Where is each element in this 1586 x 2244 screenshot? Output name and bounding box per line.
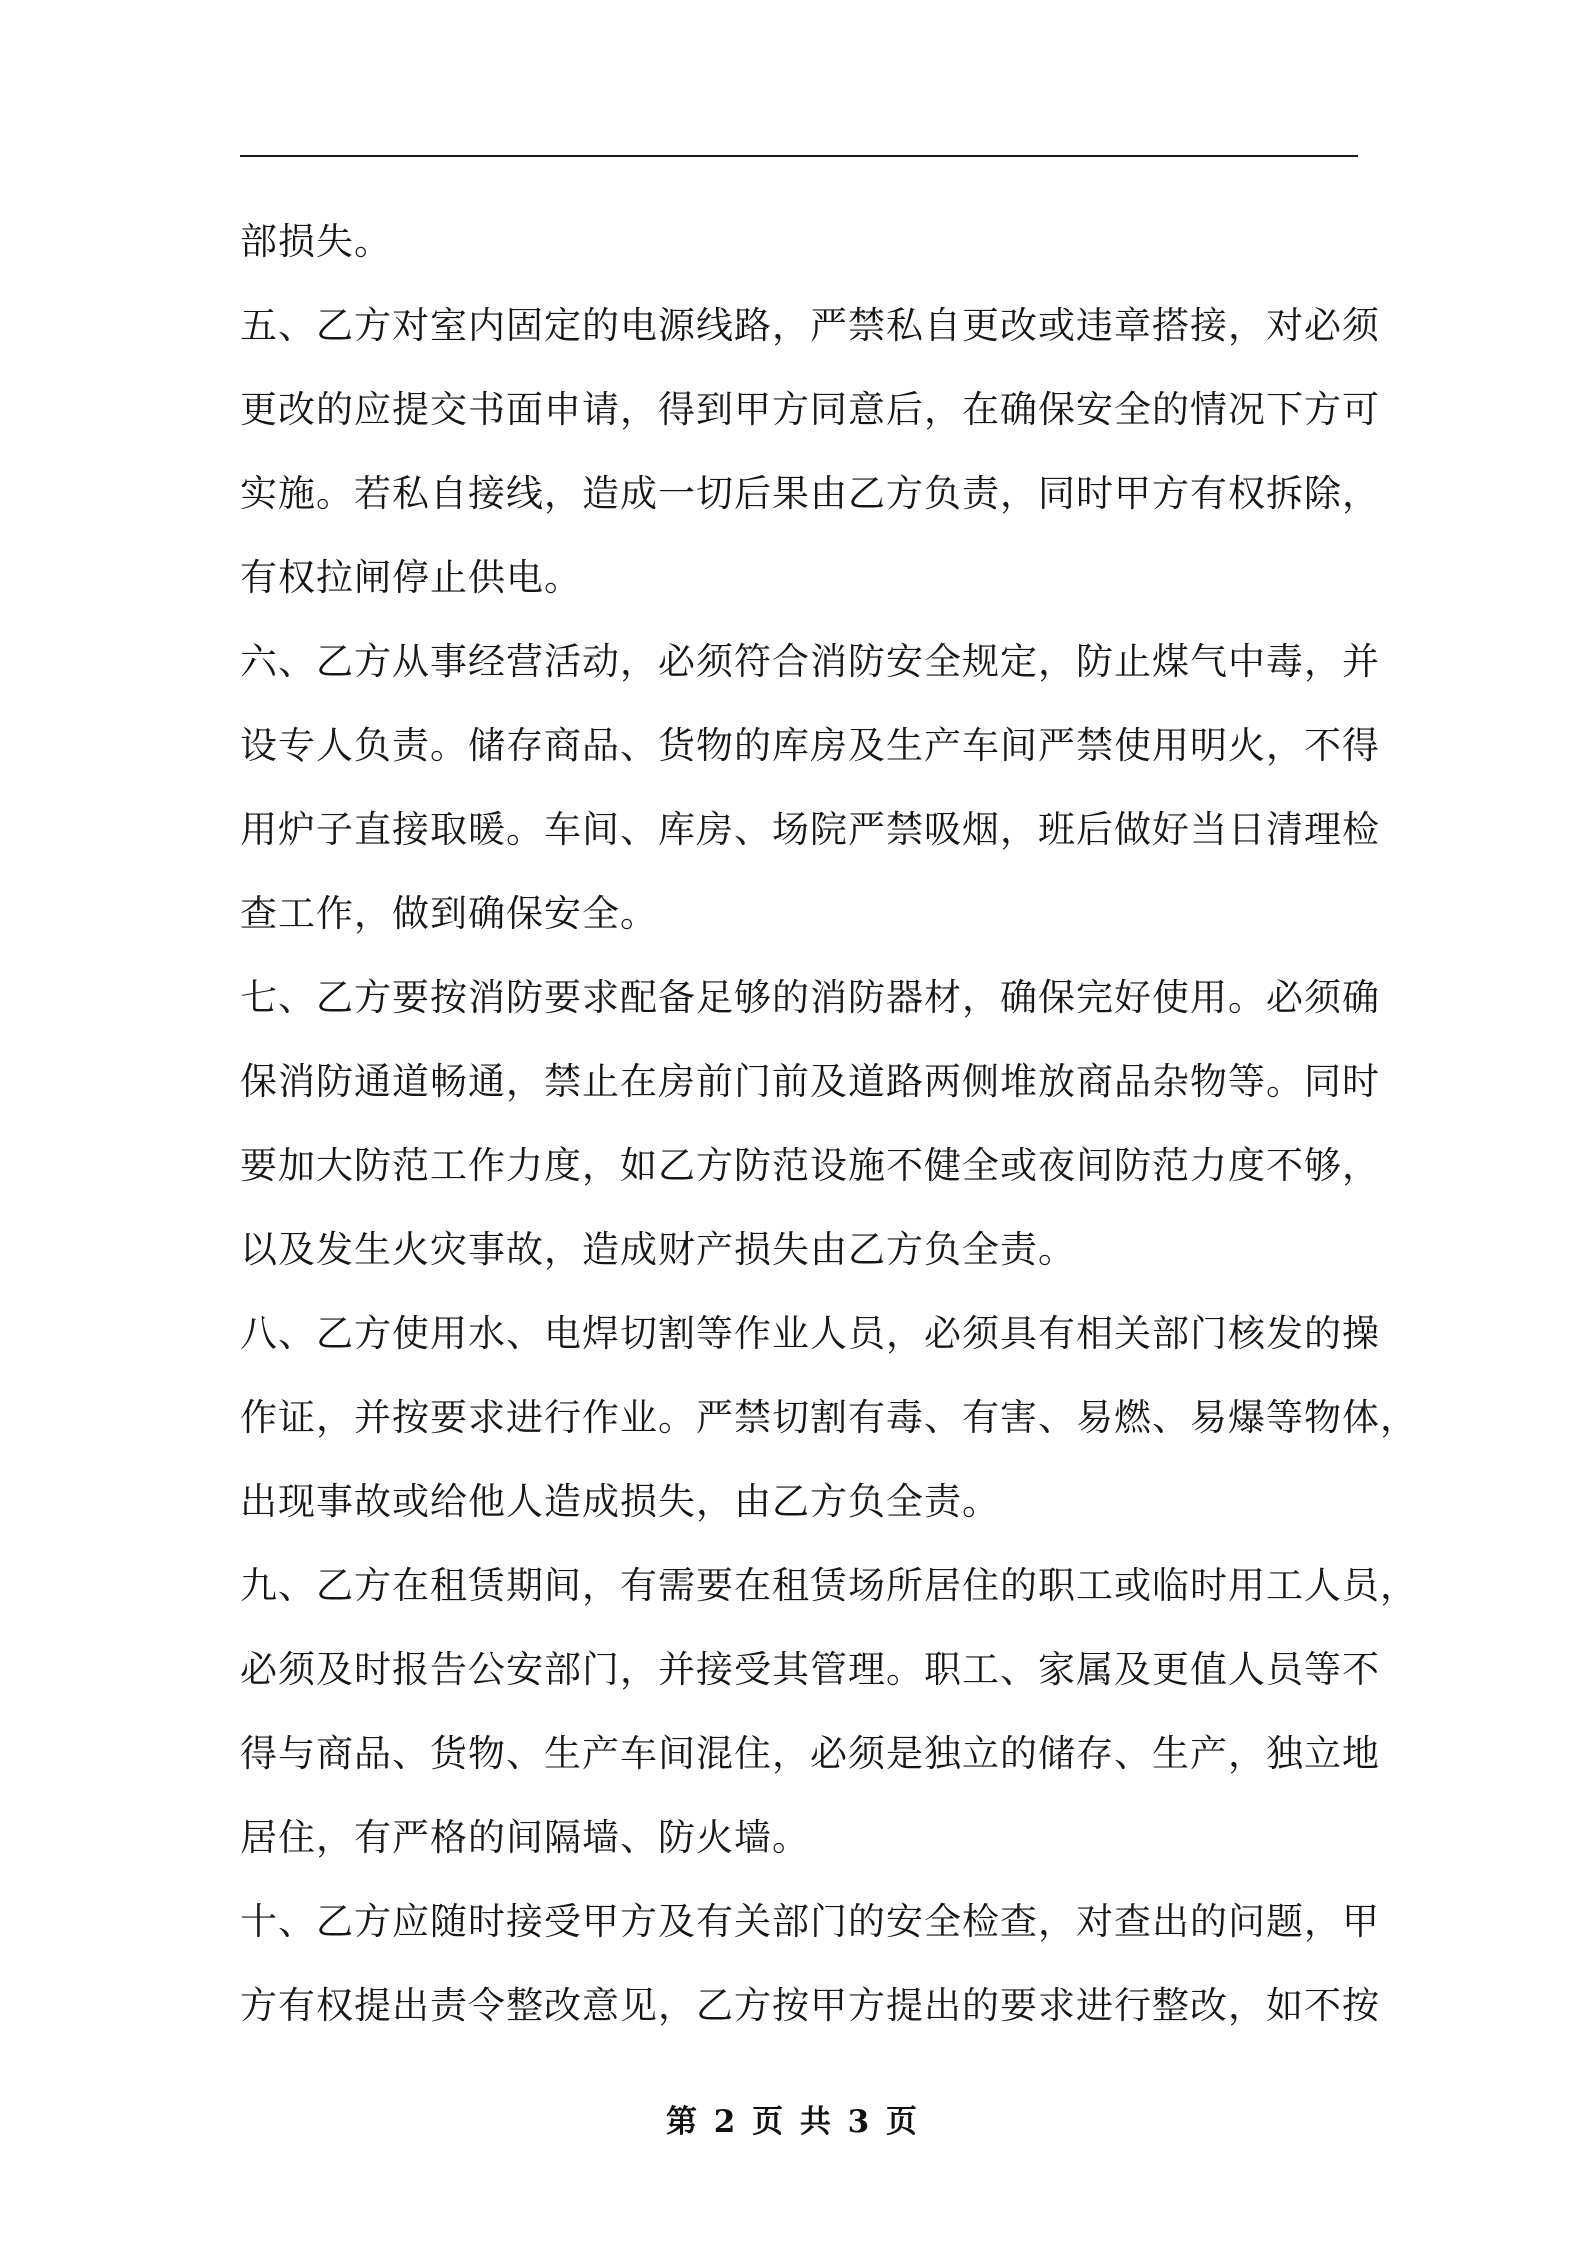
paragraph-p-8 [240,1292,1418,1544]
document-body [240,200,1418,2048]
paragraph-line: 保消防通道畅通，禁止在房前门前及道路两侧堆放商品杂物等。同时 [240,1060,1380,1103]
paragraph-p-continued [240,200,1358,284]
paragraph-line: 七、乙方要按消防要求配备足够的消防器材，确保完好使用。必须确 [240,976,1380,1019]
paragraph-line: 八、乙方使用水、电焊切割等作业人员，必须具有相关部门核发的操 [240,1312,1380,1355]
paragraph-line: 得与商品、货物、生产车间混住，必须是独立的储存、生产，独立地 [240,1732,1380,1775]
page-footer: 第 2 页 共 3 页 [665,2104,921,2140]
paragraph-line: 居住，有严格的间隔墙、防火墙。 [240,1816,810,1859]
paragraph-p-7 [240,956,1380,1292]
paragraph-line: 必须及时报告公安部门，并接受其管理。职工、家属及更值人员等不 [240,1648,1380,1691]
paragraph-line: 以及发生火灾事故，造成财产损失由乙方负全责。 [240,1228,1076,1271]
paragraph-line: 五、乙方对室内固定的电源线路，严禁私自更改或违章搭接，对必须 [240,304,1380,347]
paragraph-p-5 [240,284,1380,620]
paragraph-p-9 [240,1544,1418,1880]
paragraph-line: 九、乙方在租赁期间，有需要在租赁场所居住的职工或临时用工人员， [240,1564,1418,1607]
paragraph-line: 作证，并按要求进行作业。严禁切割有毒、有害、易燃、易爆等物体， [240,1396,1418,1439]
paragraph-line: 查工作，做到确保安全。 [240,892,658,935]
paragraph-line: 十、乙方应随时接受甲方及有关部门的安全检查，对查出的问题，甲 [240,1900,1380,1943]
paragraph-line: 要加大防范工作力度，如乙方防范设施不健全或夜间防范力度不够， [240,1144,1380,1187]
paragraph-line: 方有权提出责令整改意见，乙方按甲方提出的要求进行整改，如不按 [240,1984,1380,2027]
paragraph-line: 六、乙方从事经营活动，必须符合消防安全规定，防止煤气中毒，并 [240,640,1380,683]
paragraph-p-6 [240,620,1380,956]
paragraph-line: 用炉子直接取暖。车间、库房、场院严禁吸烟，班后做好当日清理检 [240,808,1380,851]
header-rule [240,155,1358,157]
paragraph-line: 部损失。 [240,220,392,263]
paragraph-line: 有权拉闸停止供电。 [240,556,582,599]
paragraph-line: 更改的应提交书面申请，得到甲方同意后，在确保安全的情况下方可 [240,388,1380,431]
paragraph-line: 实施。若私自接线，造成一切后果由乙方负责，同时甲方有权拆除， [240,472,1380,515]
paragraph-p-10 [240,1880,1380,2048]
paragraph-line: 设专人负责。储存商品、货物的库房及生产车间严禁使用明火，不得 [240,724,1380,767]
paragraph-line: 出现事故或给他人造成损失，由乙方负全责。 [240,1480,1000,1523]
